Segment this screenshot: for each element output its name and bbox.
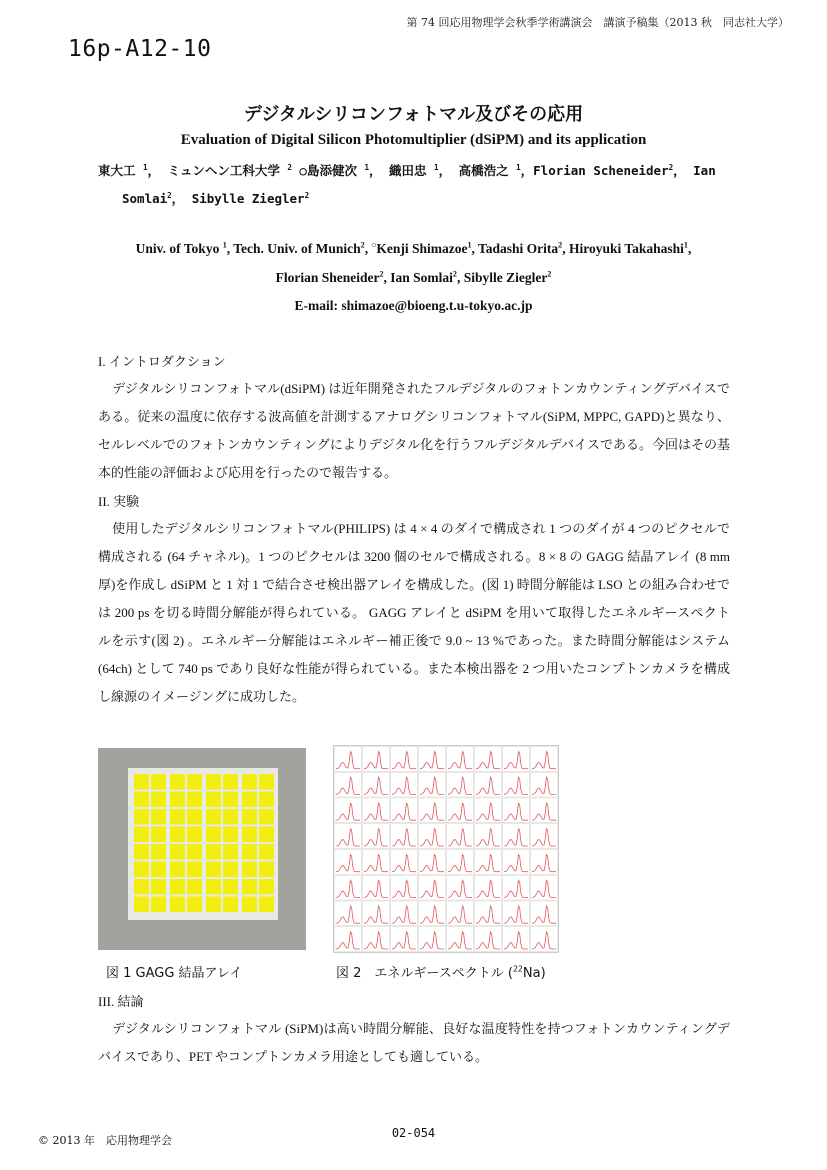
spectrum-curve <box>392 855 416 872</box>
affil-mark: 1 <box>143 162 148 172</box>
paragraph-text: デジタルシリコンフォトマル(dSiPM) は近年開発されたフルデジタルのフォトンカウンティングデバイスである。従来の温度に依存する波高値を計測するアナログシリコンフォトマル(SiPM, MPPC, GAPD)と異なり、セルレベルでのフォトンカウンティングによりデジタル化を行うフルデジタルデバイスである。今回はその基本的性能の評価および応用を行ったので報告する。 <box>98 381 730 480</box>
crystal-element <box>242 879 257 895</box>
crystal-element <box>151 897 166 913</box>
crystal-element <box>134 862 149 878</box>
spectrum-curve <box>476 777 500 794</box>
spectrum-curve <box>448 752 472 769</box>
spectrum-curve <box>364 932 388 949</box>
spectrum-curve <box>336 932 360 949</box>
spectrum-curve <box>504 752 528 769</box>
crystal-element <box>187 844 202 860</box>
copyright: © 2013 年 応用物理学会 <box>38 1134 172 1147</box>
crystal-array-image <box>98 748 306 950</box>
title-english: Evaluation of Digital Silicon Photomultiplier (dSiPM) and its application <box>180 132 647 148</box>
spectrum-curve <box>420 777 444 794</box>
affiliation-line-2 <box>0 270 827 286</box>
section-3-body <box>98 1015 730 1071</box>
authors-japanese <box>98 157 730 213</box>
spectrum-curve <box>448 829 472 846</box>
title-japanese: デジタルシリコンフォトマル及びその応用 <box>243 104 584 125</box>
author-text: ， 高橋浩之 <box>438 163 517 178</box>
affil-mark: 2 <box>452 269 457 279</box>
spectrum-curve <box>364 829 388 846</box>
author-text: 東大工 <box>98 163 144 178</box>
spectrum-curve <box>364 752 388 769</box>
affil-mark: 2 <box>360 240 365 250</box>
crystal-element <box>223 774 238 790</box>
affil-text: , Ian Somlai <box>383 270 453 285</box>
spectrum-curve <box>336 880 360 897</box>
crystal-element <box>151 862 166 878</box>
spectrum-curve <box>336 906 360 923</box>
crystal-element <box>242 897 257 913</box>
presenter-mark: ○ <box>299 163 307 178</box>
spectrum-curve <box>476 829 500 846</box>
crystal-element <box>223 792 238 808</box>
crystal-element <box>134 827 149 843</box>
crystal-element <box>151 827 166 843</box>
crystal-element <box>259 809 274 825</box>
isotope-mass: 22 <box>512 964 523 974</box>
crystal-element <box>170 879 185 895</box>
spectrum-curve <box>504 880 528 897</box>
affil-text: , <box>687 241 692 256</box>
crystal-element <box>134 879 149 895</box>
crystal-element <box>242 809 257 825</box>
affil-mark: 2 <box>547 269 552 279</box>
affil-mark: 1 <box>364 162 369 172</box>
author-text: ， Ian <box>673 163 716 178</box>
author-text: Somlai <box>122 191 168 206</box>
affil-text: , Sibylle Ziegler <box>456 270 548 285</box>
section-1-body <box>98 375 730 487</box>
section-2-heading: II. 実験 <box>98 494 140 509</box>
spectrum-curve <box>392 880 416 897</box>
spectrum-curve <box>504 829 528 846</box>
crystal-element <box>151 809 166 825</box>
spectrum-curve <box>420 829 444 846</box>
section-2-body <box>98 515 730 711</box>
affil-text: , Tadashi Orita <box>471 241 559 256</box>
crystal-element <box>170 809 185 825</box>
crystal-element <box>259 897 274 913</box>
spectrum-curve <box>448 855 472 872</box>
spectrum-curve <box>504 906 528 923</box>
caption-text: Na) <box>522 966 546 981</box>
spectrum-curve <box>476 752 500 769</box>
spectrum-curve <box>420 803 444 820</box>
crystal-element <box>223 897 238 913</box>
crystal-element <box>134 897 149 913</box>
affil-mark: 1 <box>434 162 439 172</box>
spectrum-curve <box>448 880 472 897</box>
authors-line-2 <box>98 185 730 213</box>
affil-mark: 2 <box>167 190 172 200</box>
crystal-element <box>170 774 185 790</box>
author-text: 島添健次 <box>306 163 365 178</box>
caption-text: 図 2 エネルギースペクトル ( <box>336 966 513 981</box>
spectrum-curve <box>392 777 416 794</box>
affil-text: , <box>364 241 372 256</box>
spectrum-curve <box>532 855 556 872</box>
affil-mark: 2 <box>287 162 292 172</box>
crystal-element <box>242 827 257 843</box>
figure-2-energy-spectra <box>333 745 559 953</box>
author-text: ， Sibylle Ziegler <box>171 191 305 206</box>
crystal-element <box>259 792 274 808</box>
figure-1-caption: 図 1 GAGG 結晶アレイ <box>106 966 243 981</box>
crystal-element <box>242 774 257 790</box>
spectrum-curve <box>476 932 500 949</box>
spectrum-curve <box>336 803 360 820</box>
crystal-element <box>259 774 274 790</box>
crystal-element <box>134 792 149 808</box>
affil-text: Kenji Shimazoe <box>376 241 468 256</box>
spectrum-curve <box>392 932 416 949</box>
affil-mark: 2 <box>668 162 674 172</box>
authors-line-1 <box>98 157 730 185</box>
crystal-element <box>187 774 202 790</box>
spectrum-curve <box>336 777 360 794</box>
spectrum-curve <box>532 777 556 794</box>
crystal-element <box>223 844 238 860</box>
affil-mark: 2 <box>379 269 384 279</box>
paragraph-text: 使用したデジタルシリコンフォトマル(PHILIPS) は 4 × 4 のダイで構成され 1 つのダイが 4 つのピクセルで構成される (64 チャネル)。1 つのピクセルは 3200 個のセルで構成される。8 × 8 の GAGG 結晶アレイ (8 mm 厚)を作成し dSiPM と 1 対 1 で結合させ検出器アレイを構成した。(図 1) 時間分解能は LSO との組み合わせでは 200 ps を切る時間分解能が得られている。 GAGG アレイと dSiPM を用いて取得したエネルギースペクトルを示す(図 2) 。エネルギー分解能はエネルギー補正後で 9.0 ~ 13 %であった。また時間分解能はシステム(64ch) として 740 ps であり良好な性能が得られている。また本検出器を 2 つ用いたコンプトンカメラを構成し線源のイメージングに成功した。 <box>98 521 730 704</box>
affil-mark: 1 <box>222 240 227 250</box>
crystal-element <box>187 792 202 808</box>
crystal-element <box>187 827 202 843</box>
spectrum-curve <box>532 932 556 949</box>
spectrum-curve <box>532 829 556 846</box>
spectrum-curve <box>532 752 556 769</box>
crystal-element <box>151 879 166 895</box>
crystal-element <box>134 844 149 860</box>
spectrum-curve <box>476 803 500 820</box>
crystal-element <box>151 774 166 790</box>
spectrum-curve <box>504 855 528 872</box>
crystal-element <box>206 844 221 860</box>
spectrum-curve <box>420 880 444 897</box>
crystal-element <box>170 897 185 913</box>
spectrum-curve <box>476 880 500 897</box>
spectrum-curve <box>336 752 360 769</box>
section-3-heading: III. 結論 <box>98 994 144 1009</box>
conference-header: 第 74 回応用物理学会秋季学術講演会 講演予稿集（2013 秋 同志社大学） <box>406 16 789 29</box>
crystal-element <box>223 879 238 895</box>
crystal-element <box>151 844 166 860</box>
crystal-element <box>187 879 202 895</box>
spectrum-curve <box>504 932 528 949</box>
crystal-element <box>170 792 185 808</box>
paper-code: 16p-A12-10 <box>68 36 212 62</box>
crystal-element <box>206 862 221 878</box>
affil-text: Univ. of Tokyo <box>135 241 223 256</box>
crystal-element <box>242 862 257 878</box>
author-text: ， ミュンヘン工科大学 <box>147 163 288 178</box>
spectrum-curve <box>364 880 388 897</box>
affil-text: Florian Sheneider <box>275 270 380 285</box>
spectrum-curve <box>504 803 528 820</box>
crystal-element <box>134 774 149 790</box>
author-text: ， 織田忠 <box>368 163 435 178</box>
spectrum-curve <box>504 777 528 794</box>
spectrum-curve <box>532 803 556 820</box>
spectrum-curve <box>364 855 388 872</box>
crystal-element <box>206 897 221 913</box>
affil-mark: 1 <box>683 240 688 250</box>
spectrum-curve <box>420 855 444 872</box>
spectrum-curve <box>532 880 556 897</box>
crystal-element <box>170 862 185 878</box>
crystal-element <box>259 862 274 878</box>
spectrum-curve <box>364 777 388 794</box>
crystal-element <box>151 792 166 808</box>
spectrum-curve <box>392 752 416 769</box>
spectrum-curve <box>392 906 416 923</box>
spectrum-curve <box>364 803 388 820</box>
crystal-element <box>187 897 202 913</box>
spectrum-curve <box>476 855 500 872</box>
author-text: ，Florian Scheneider <box>520 163 669 178</box>
page-number: 02-054 <box>391 1126 436 1140</box>
crystal-element <box>187 862 202 878</box>
crystal-element <box>187 809 202 825</box>
crystal-element <box>242 792 257 808</box>
affiliation-line-1 <box>0 241 827 257</box>
spectrum-curve <box>476 906 500 923</box>
crystal-element <box>223 862 238 878</box>
spectrum-curve <box>336 855 360 872</box>
crystal-element <box>206 827 221 843</box>
crystal-element <box>170 827 185 843</box>
spectrum-curve <box>420 932 444 949</box>
crystal-element <box>223 809 238 825</box>
spectrum-curve <box>364 906 388 923</box>
spectrum-grid <box>334 746 558 952</box>
affil-text: , Tech. Univ. of Munich <box>226 241 361 256</box>
email: E-mail: shimazoe@bioeng.t.u-tokyo.ac.jp <box>294 298 533 313</box>
section-1-heading: I. イントロダクション <box>98 354 226 369</box>
crystal-element <box>259 879 274 895</box>
affil-text: , Hiroyuki Takahashi <box>562 241 684 256</box>
spectrum-curve <box>392 803 416 820</box>
crystal-element <box>206 792 221 808</box>
crystal-element <box>134 809 149 825</box>
spectrum-curve <box>420 752 444 769</box>
figure-2-caption <box>336 962 546 981</box>
crystal-element <box>206 774 221 790</box>
figure-1-crystal-array-photo <box>98 748 306 950</box>
spectrum-curve <box>448 803 472 820</box>
spectrum-curve <box>336 829 360 846</box>
affil-mark: 2 <box>304 190 310 200</box>
crystal-element <box>259 827 274 843</box>
affil-mark: 2 <box>558 240 563 250</box>
spectrum-curve <box>448 777 472 794</box>
crystal-element <box>259 844 274 860</box>
crystal-element <box>170 844 185 860</box>
spectrum-curve <box>448 932 472 949</box>
paragraph-text: デジタルシリコンフォトマル (SiPM)は高い時間分解能、良好な温度特性を持つフォトンカウンティングデバイスであり、PET やコンプトンカメラ用途としても適している。 <box>98 1021 730 1064</box>
spectrum-curve <box>392 829 416 846</box>
spectrum-curve <box>532 906 556 923</box>
crystal-element <box>223 827 238 843</box>
crystal-element <box>206 809 221 825</box>
spectrum-curve <box>420 906 444 923</box>
affil-mark: 1 <box>516 162 521 172</box>
spectrum-curve <box>448 906 472 923</box>
presenter-mark: ○ <box>371 240 377 250</box>
affil-mark: 1 <box>467 240 472 250</box>
crystal-element <box>206 879 221 895</box>
crystal-element <box>242 844 257 860</box>
